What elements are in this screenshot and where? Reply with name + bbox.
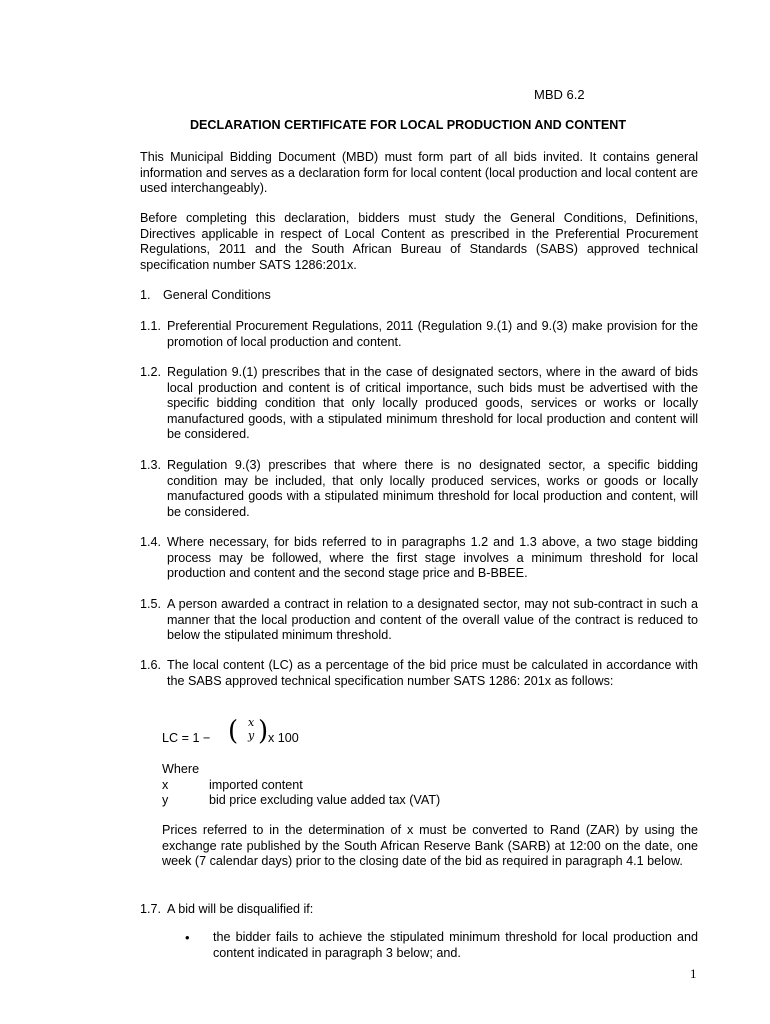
section-number: 1. (140, 288, 151, 302)
definition-row (162, 793, 440, 809)
clause-number: 1.7. (140, 902, 162, 916)
clause-number: 1.5. (140, 597, 162, 611)
clause-number: 1.3. (140, 458, 162, 472)
formula-rhs: x 100 (268, 731, 299, 745)
clause-text: A person awarded a contract in relation to a designated sector, may not sub-contract in such a manner that the local production and content of the overall value of the contract is reduced to below the stipulated minimum threshold. (167, 597, 698, 642)
clause-1-7 (140, 902, 698, 918)
prices-note: Prices referred to in the determination of x must be converted to Rand (ZAR) by using the exchange rate published by the South African Reserve Bank (SARB) at 12:00 on the date, one week (7 calendar days) prior to the closing date of the bid as required in paragraph 4.1 below. (162, 823, 698, 868)
clause-text: Regulation 9.(1) prescribes that in the case of designated sectors, where in the award of bids local production and content is of critical importance, such bids must be advertised with the specific bidding condition that only locally produced goods, services or works or locally manufactured goods, with a stipulated minimum threshold for local production and content will be considered. (167, 365, 698, 441)
definition-symbol: x (162, 777, 169, 792)
clause-text: The local content (LC) as a percentage of the bid price must be calculated in accordance with the SABS approved technical specification number SATS 1286: 201x as follows: (167, 658, 698, 688)
page-number: 1 (690, 966, 697, 981)
definition-row (162, 778, 440, 794)
clause-1-3 (140, 458, 698, 520)
formula-numerator-x: x (248, 716, 255, 729)
intro-paragraph-2: Before completing this declaration, bidders must study the General Conditions, Definitions, Directives applicable in respect of Local Content as prescribed in the Preferential Procurement Regulations, 2011 and the South African Bureau of Standards (SABS) approved technical specification number SATS 1286:201x. (140, 211, 698, 272)
section-title: General Conditions (163, 288, 271, 302)
bullet-text: the bidder fails to achieve the stipulated minimum threshold for local production and content indicated in paragraph 3 below; and. (213, 930, 698, 960)
formula-lhs: LC = 1 − (162, 731, 211, 745)
definition-text: bid price excluding value added tax (VAT) (209, 793, 441, 807)
clause-number: 1.2. (140, 365, 162, 379)
clause-text: Regulation 9.(3) prescribes that where there is no designated sector, a specific bidding condition may be included, that only locally produced services, works or goods or locally manufactured goods with a stipulated minimum threshold for local production and content, will be considered. (167, 458, 698, 519)
clause-text: A bid will be disqualified if: (167, 902, 314, 916)
bullet-icon: • (185, 930, 190, 945)
local-content-formula (162, 716, 362, 756)
clause-text: Preferential Procurement Regulations, 2011 (Regulation 9.(1) and 9.(3) make provision for the promotion of local production and content. (167, 319, 698, 349)
clause-number: 1.4. (140, 535, 162, 549)
clause-text: Where necessary, for bids referred to in paragraphs 1.2 and 1.3 above, a two stage bidding process may be followed, where the first stage involves a minimum threshold for local production and content and the second stage price and B-BBEE. (167, 535, 698, 580)
clause-number: 1.1. (140, 319, 162, 333)
formula-denominator-y: y (248, 729, 255, 742)
disqualification-bullet (185, 930, 698, 961)
document-title: DECLARATION CERTIFICATE FOR LOCAL PRODUCTION AND CONTENT (189, 118, 627, 132)
left-parenthesis: ( (228, 715, 239, 747)
section-heading (140, 288, 271, 302)
clause-1-4 (140, 535, 698, 582)
intro-paragraph-1: This Municipal Bidding Document (MBD) must form part of all bids invited. It contains general information and serves as a declaration form for local content (local production and local content are used interchangeably). (140, 150, 698, 195)
document-code: MBD 6.2 (534, 87, 585, 102)
where-label: Where (162, 762, 200, 776)
clause-number: 1.6. (140, 658, 162, 672)
clause-1-2 (140, 365, 698, 443)
variable-definitions (162, 762, 440, 809)
definition-text: imported content (209, 777, 303, 792)
clause-1-6 (140, 658, 698, 689)
clause-1-1 (140, 319, 698, 350)
definition-symbol: y (162, 793, 169, 807)
right-parenthesis: ) (258, 715, 269, 747)
clause-1-5 (140, 597, 698, 644)
